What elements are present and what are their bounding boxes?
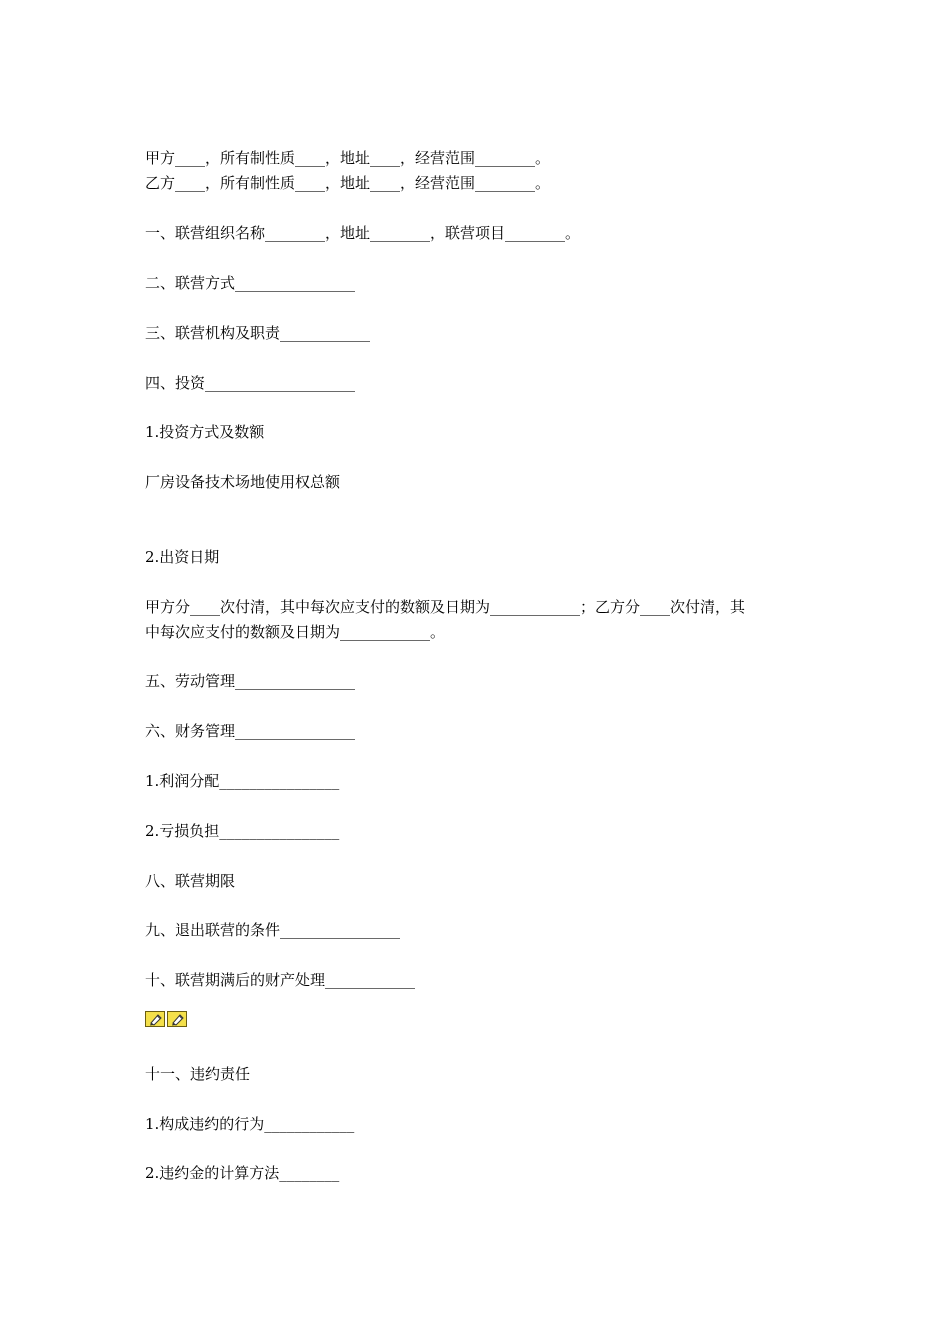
section-4-investment: 四、投资____________________ [145, 374, 356, 392]
party-b-line: 乙方____，所有制性质____，地址____，经营范围________。 [145, 174, 551, 192]
section-5-labor: 五、劳动管理________________ [145, 672, 356, 690]
section-8-term: 八、联营期限 [145, 872, 236, 890]
investment-assets-line: 厂房设备技术场地使用权总额 [145, 473, 341, 491]
pencil-icon[interactable] [167, 1011, 187, 1027]
edit-icons [145, 1011, 187, 1029]
section-2-method: 二、联营方式________________ [145, 274, 356, 292]
penalty-calculation-line: 2.违约金的计算方法________ [145, 1164, 340, 1182]
investment-method-heading: 1.投资方式及数额 [145, 423, 265, 441]
section-1-organization: 一、联营组织名称________，地址________，联营项目________。 [145, 224, 581, 242]
loss-bearing-line: 2.亏损负担________________ [145, 822, 340, 840]
contribution-date-heading: 2.出资日期 [145, 548, 220, 566]
breach-conduct-line: 1.构成违约的行为____________ [145, 1115, 355, 1133]
pencil-icon[interactable] [145, 1011, 165, 1027]
party-a-line: 甲方____，所有制性质____，地址____，经营范围________。 [145, 149, 551, 167]
section-10-property: 十、联营期满后的财产处理____________ [145, 971, 416, 989]
section-11-liability: 十一、违约责任 [145, 1065, 251, 1083]
section-6-finance: 六、财务管理________________ [145, 722, 356, 740]
section-3-institution: 三、联营机构及职责____________ [145, 324, 371, 342]
payment-line-1: 甲方分____次付清，其中每次应支付的数额及日期为____________；乙方分____次付清，其 [145, 598, 746, 616]
profit-distribution-line: 1.利润分配________________ [145, 772, 340, 790]
payment-line-2: 中每次应支付的数额及日期为____________。 [145, 623, 446, 641]
section-9-exit: 九、退出联营的条件________________ [145, 921, 401, 939]
